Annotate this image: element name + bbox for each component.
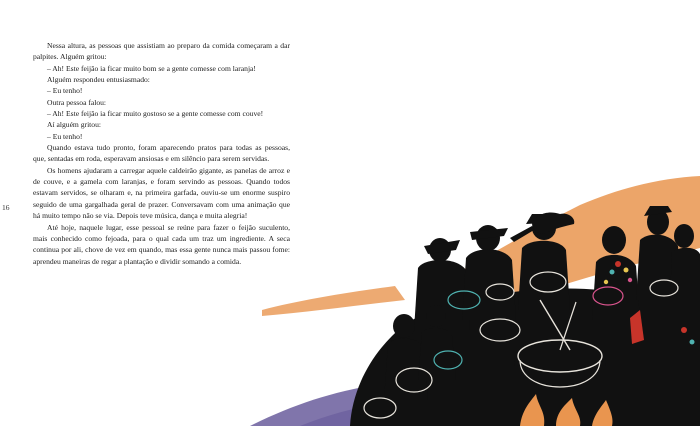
- page-number: 16: [2, 203, 10, 212]
- person-silhouette: [462, 225, 516, 320]
- dialogue-line: – Eu tenho!: [47, 131, 83, 141]
- dialogue-line: – Ah! Este feijão ia ficar muito gostoso se a gente comesse com couve!: [47, 109, 264, 119]
- dialogue-line: – Ah! Este feijão ia ficar muito bom se a gente comesse com laranja!: [47, 63, 256, 73]
- paragraph: Nessa altura, as pessoas que assistiam ao preparo da comida começaram a dar palpites. Alguém gritou:: [33, 41, 290, 62]
- narration-line: Outra pessoa falou:: [47, 97, 107, 107]
- paragraph: Até hoje, naquele lugar, esse pessoal se reúne para fazer o feijão suculento, mais conhecido como fejoada, para o qual cada um traz um ingrediente. A seca continua por ali, chove de vez em quando, mas essa gente nunca mais passou fome: aprendeu maneiras de regar a plantação e dividir somando a comida.: [33, 222, 290, 266]
- paragraph: Quando estava tudo pronto, foram aparecendo pratos para todas as pessoas, que, sentadas em roda, esperavam ansiosas e em silêncio para serem servidas.: [33, 143, 290, 164]
- paragraph: Os homens ajudaram a carregar aquele caldeirão gigante, as panelas de arroz e de couve, e a gamela com laranjas, e foram servindo as pessoas. Quando todos estavam servidos, se olharam e, na primeira garfada, ouviu-se um enorme suspiro seguido de uma gargalhada geral de prazer. Conversavam com uma animação que há muito tempo não se via. Depois teve música, dança e muita alegria!: [33, 165, 290, 221]
- narration-line: Aí alguém gritou:: [47, 120, 101, 130]
- dialogue-line: – Eu tenho!: [47, 86, 83, 96]
- narration-line: Alguém respondeu entusiasmado:: [47, 75, 150, 85]
- orange-wash: [262, 286, 405, 316]
